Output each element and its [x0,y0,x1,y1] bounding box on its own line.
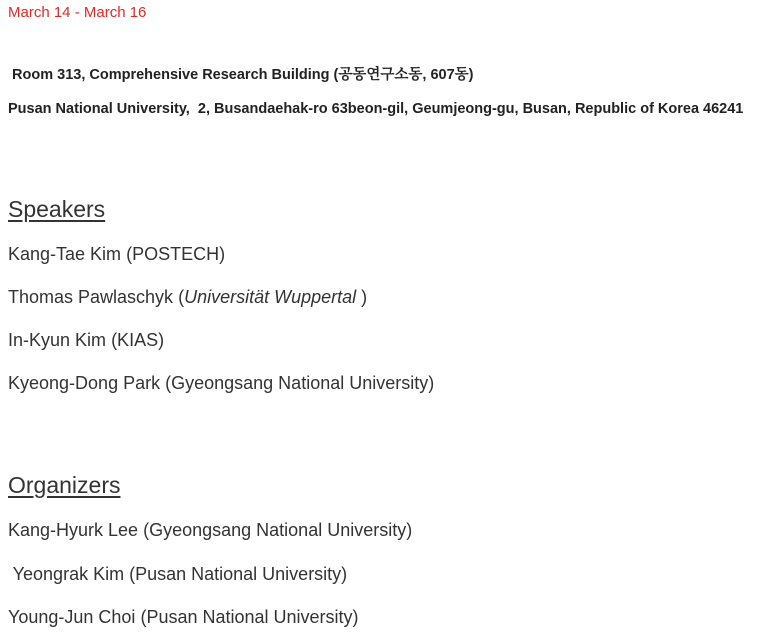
speaker-item [8,373,434,394]
speaker-affiliation-open: ( [178,287,185,307]
speaker-name: Kyeong-Dong Park [8,373,161,393]
organizer-name: Young-Jun Choi [8,607,136,627]
organizers-heading: Organizers [8,472,121,498]
speaker-affiliation: Universität Wuppertal [184,287,357,307]
speaker-affiliation: (POSTECH) [126,244,226,264]
speaker-item [8,244,225,265]
organizer-item [8,520,412,541]
organizer-affiliation: (Pusan National University) [129,564,348,584]
speaker-name: Kang-Tae Kim [8,244,122,264]
event-dates: March 14 - March 16 [8,4,147,21]
speaker-item [8,287,367,308]
speaker-name: In-Kyun Kim [8,330,107,350]
speaker-name: Thomas Pawlaschyk [8,287,174,307]
organizer-name: Yeongrak Kim [8,564,125,584]
speaker-affiliation-close: ) [356,287,368,307]
venue-room: Room 313, Comprehensive Research Building (공동연구소동, 607동) [8,67,474,83]
speaker-item [8,330,164,351]
organizer-item [8,607,359,628]
organizer-item [8,564,347,585]
speaker-affiliation: (Gyeongsang National University) [165,373,435,393]
organizer-affiliation: (Gyeongsang National University) [143,520,413,540]
speakers-heading: Speakers [8,196,106,222]
speaker-affiliation: (KIAS) [111,330,165,350]
organizer-affiliation: (Pusan National University) [140,607,359,627]
venue-address: Pusan National University, 2, Busandaehak-ro 63beon-gil, Geumjeong-gu, Busan, Republic of Korea 46241 [8,101,744,117]
organizer-name: Kang-Hyurk Lee [8,520,139,540]
